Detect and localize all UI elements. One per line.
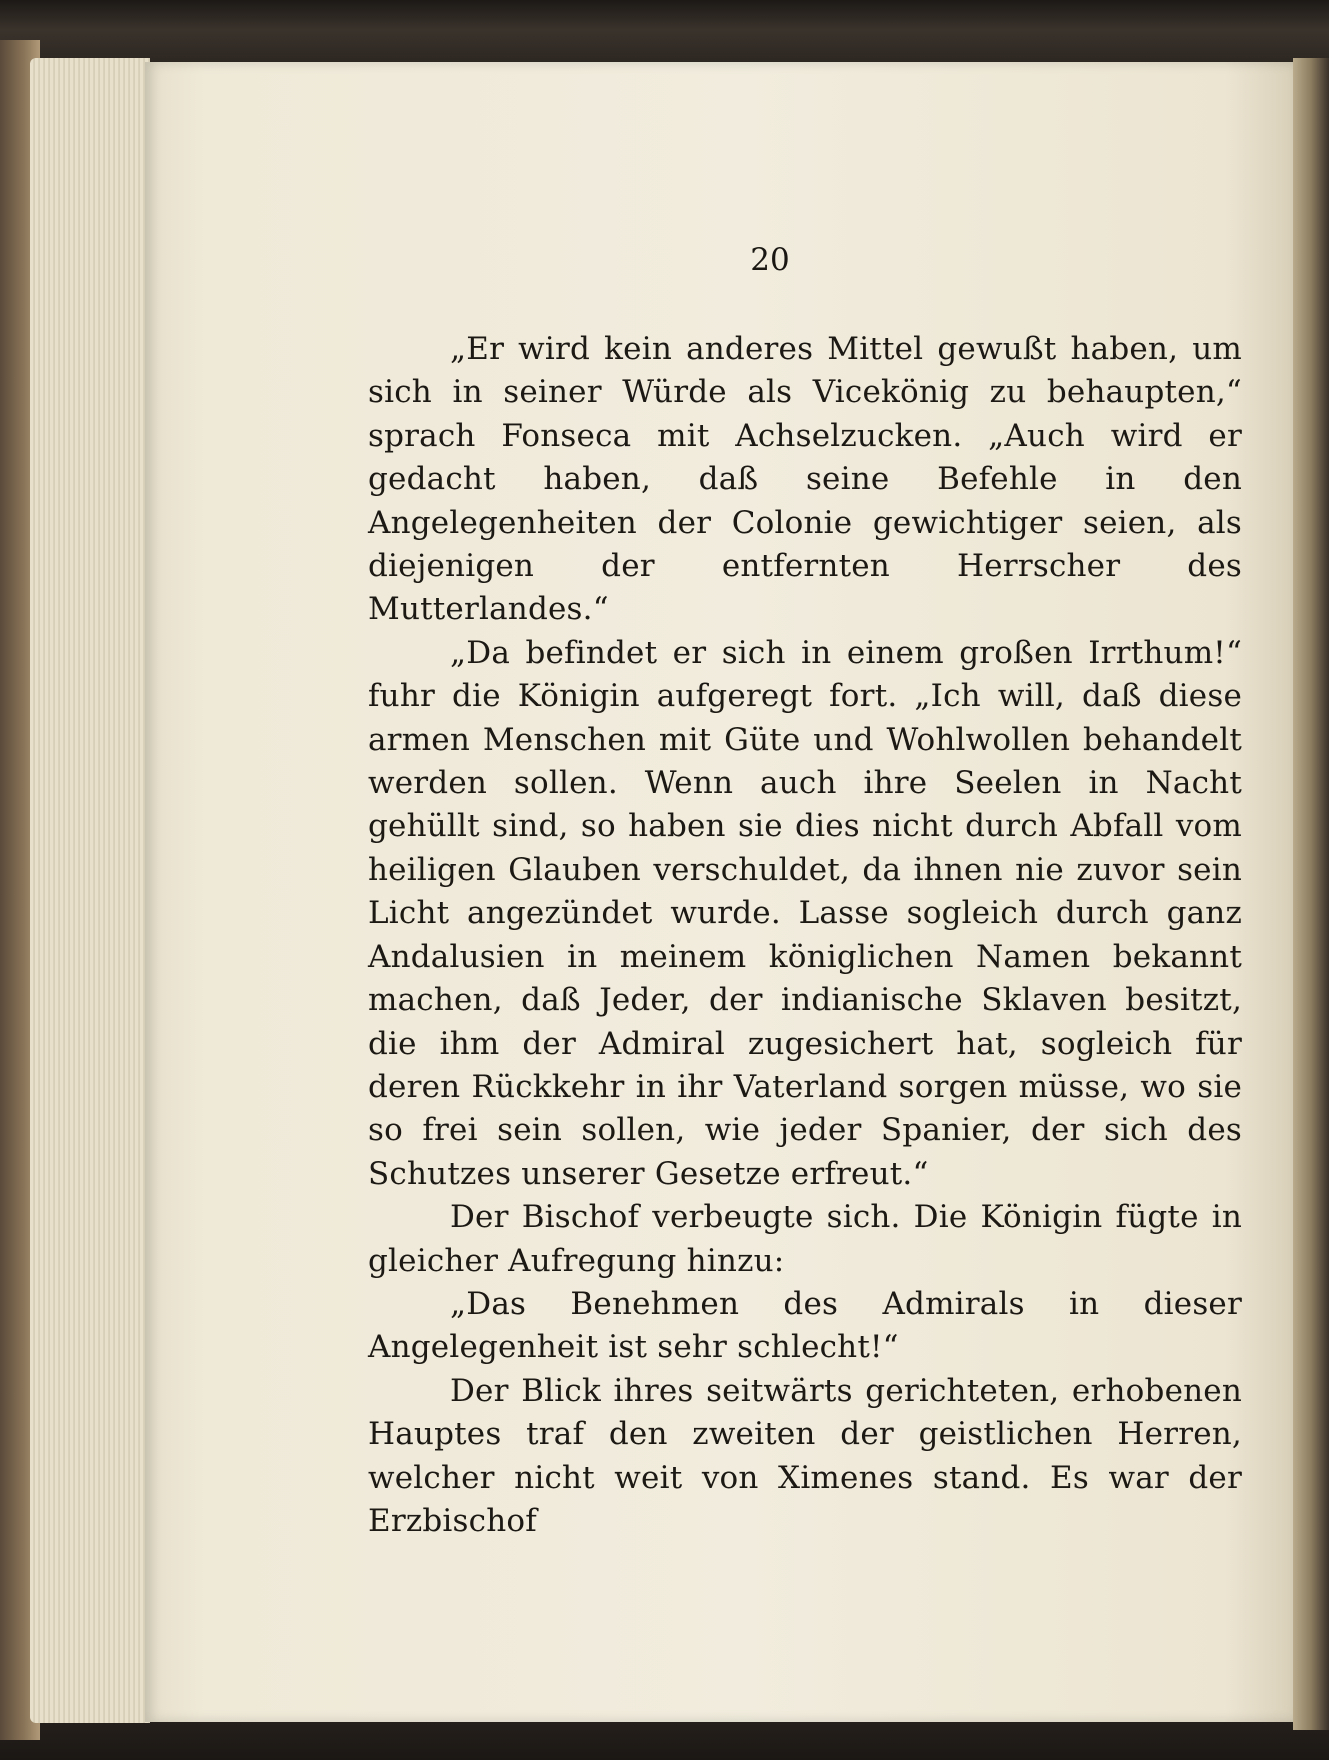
paragraph-2: „Da befindet er sich in einem großen Irrthum!“ fuhr die Königin aufgeregt fort. „Ich will, daß diese armen Menschen mit Güte und Wohlwollen behandelt werden sollen. Wenn auch ihre Seelen in Nacht gehüllt sind, so haben sie dies nicht durch Abfall vom heiligen Glauben verschuldet, da ihnen nie zuvor sein Licht angezündet wurde. Lasse sogleich durch ganz Andalusien in meinem königlichen Namen bekannt machen, daß Jeder, der indianische Sklaven besitzt, die ihm der Admiral zugesichert hat, sogleich für deren Rückkehr in ihr Vaterland sorgen müsse, wo sie so frei sein sollen, wie jeder Spanier, der sich des Schutzes unserer Gesetze erfreut.“ — [368, 634, 1242, 1192]
page-body-text — [368, 328, 1242, 1543]
paragraph-5: Der Blick ihres seitwärts gerichteten, erhobenen Hauptes traf den zweiten der geistlichen Herren, welcher nicht weit von Ximenes stand. Es war der Erzbischof — [368, 1372, 1242, 1539]
paragraph-1: „Er wird kein anderes Mittel gewußt haben, um sich in seiner Würde als Vicekönig zu behaupten,“ sprach Fonseca mit Achselzucken. „Auch wird er gedacht haben, daß seine Befehle in den Angelegenheiten der Colonie gewichtiger seien, als diejenigen der entfernten Herrscher des Mutterlandes.“ — [368, 331, 1242, 628]
paragraph-4: „Das Benehmen des Admirals in dieser Angelegenheit ist sehr schlecht!“ — [368, 1285, 1242, 1366]
page-stack-edges — [30, 58, 150, 1723]
paragraph-3: Der Bischof verbeugte sich. Die Königin fügte in gleicher Aufregung hinzu: — [368, 1199, 1242, 1279]
facing-page-edge — [1293, 58, 1329, 1730]
page-number: 20 — [750, 242, 790, 278]
